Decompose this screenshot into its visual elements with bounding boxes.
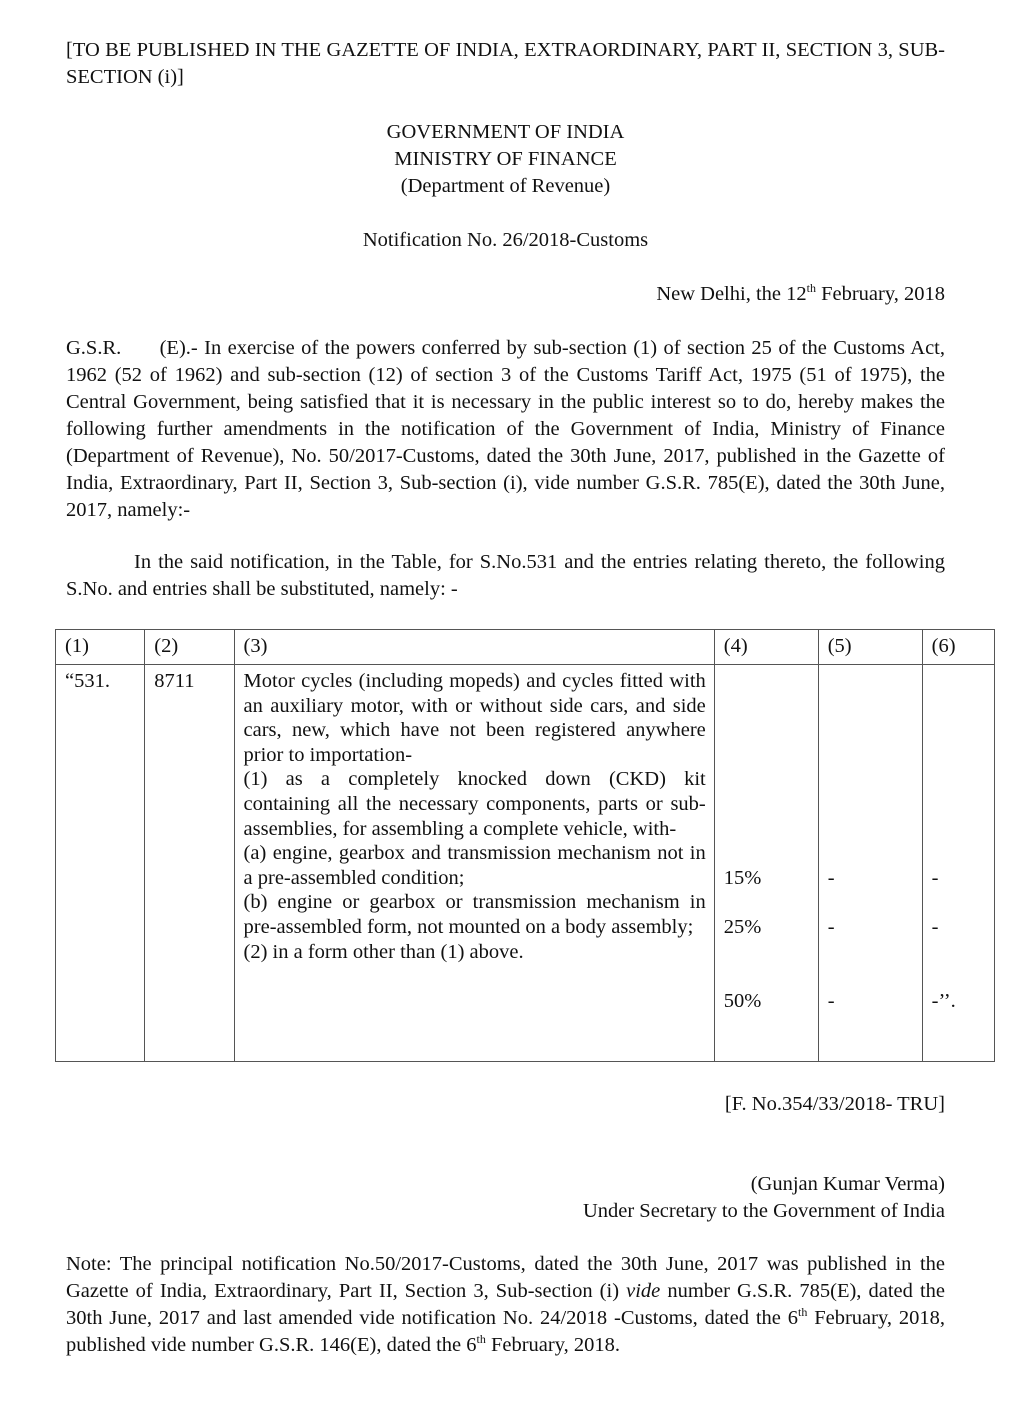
column-6-cell (922, 665, 994, 1062)
date-prefix: New Delhi, the 12 (656, 283, 807, 305)
date-ordinal: th (806, 281, 816, 295)
note-text: February, 2018. (485, 1334, 621, 1356)
column-header: (4) (714, 630, 818, 665)
signatory-designation: Under Secretary to the Government of India (582, 1200, 945, 1222)
date-suffix: February, 2018 (815, 283, 945, 305)
column-header: (5) (818, 630, 922, 665)
description-cell (234, 665, 714, 1062)
rate-value: 25% (723, 916, 762, 938)
note-italic-text: vide (626, 1280, 661, 1302)
substitution-paragraph: In the said notification, in the Table, for S.No.531 and the entries relating thereto, the following S.No. and entries shall be substituted, namely: - (66, 551, 945, 600)
column-header: (1) (56, 630, 145, 665)
description-ckd: (1) as a completely knocked down (CKD) kit containing all the necessary components, parts or sub-assemblies, for assembling a complete vehicle, with- (243, 768, 706, 840)
column-6-value: - (931, 867, 939, 889)
ordinal-suffix: th (476, 1332, 486, 1346)
ministry-name: MINISTRY OF FINANCE (394, 148, 617, 170)
rate-column-4 (714, 665, 818, 1062)
note-text: February, 2018, published vide number G.S.R. 146(E), dated the 6 (66, 1307, 945, 1356)
government-header (66, 119, 945, 200)
department-name: (Department of Revenue) (400, 175, 611, 197)
note-paragraph (66, 1251, 945, 1359)
amendment-table (55, 629, 995, 1062)
description-intro: Motor cycles (including mopeds) and cycles fitted with an auxiliary motor, with or without side cars, and side cars, new, which have not been registered anywhere prior to importation- (243, 670, 706, 766)
ordinal-suffix: th (798, 1305, 808, 1319)
column-6-value: - (931, 916, 939, 938)
column-5-value: - (827, 990, 835, 1012)
rate-value: 50% (723, 990, 762, 1012)
note-text: Note: The principal notification No.50/2017-Customs, dated the 30th June, 2017 was published in the Gazette of India, Extraordinary, Part II, Section 3, Sub-section (i) (66, 1253, 945, 1302)
place-and-date (66, 281, 945, 308)
publication-header: [TO BE PUBLISHED IN THE GAZETTE OF INDIA, EXTRAORDINARY, PART II, SECTION 3, SUB-SECTION (i)] (66, 39, 945, 88)
signatory-name: (Gunjan Kumar Verma) (750, 1173, 945, 1195)
file-number: [F. No.354/33/2018- TRU] (724, 1093, 945, 1115)
column-header: (6) (922, 630, 994, 665)
notification-number: Notification No. 26/2018-Customs (362, 229, 649, 251)
column-header: (2) (145, 630, 234, 665)
signatory-block (66, 1171, 945, 1225)
rate-value: 15% (723, 867, 762, 889)
tariff-heading-cell: 8711 (145, 665, 234, 1062)
preamble-paragraph: G.S.R. (E).- In exercise of the powers conferred by sub-section (1) of section 25 of the Customs Act, 1962 (52 of 1962) and sub-section (12) of section 3 of the Customs Tariff Act, 1975 (51 of 1975), the Central Government, being satisfied that it is necessary in the public interest so to do, hereby makes the following further amendments in the notification of the Government of India, Ministry of Finance (Department of Revenue), No. 50/2017-Customs, dated the 30th June, 2017, published in the Gazette of India, Extraordinary, Part II, Section 3, Sub-section (i), vide number G.S.R. 785(E), dated the 30th June, 2017, namely:- (66, 337, 945, 521)
description-item-2: (2) in a form other than (1) above. (243, 940, 524, 963)
note-text: number G.S.R. 785(E), dated the 30th June, 2017 and last amended vide notification No. 24/2018 -Customs, dated the 6 (66, 1280, 945, 1329)
column-5-value: - (827, 916, 835, 938)
description-item-b: (b) engine or gearbox or transmission mechanism in pre-assembled form, not mounted on a body assembly; (243, 891, 706, 938)
column-6-value: -’’. (931, 990, 956, 1012)
table-row (56, 665, 995, 1062)
column-5-value: - (827, 867, 835, 889)
column-header: (3) (234, 630, 714, 665)
table-header-row (56, 630, 995, 665)
government-name: GOVERNMENT OF INDIA (386, 121, 625, 143)
serial-number-cell: “531. (56, 665, 145, 1062)
description-item-a: (a) engine, gearbox and transmission mechanism not in a pre-assembled condition; (243, 842, 706, 889)
column-5-cell (818, 665, 922, 1062)
